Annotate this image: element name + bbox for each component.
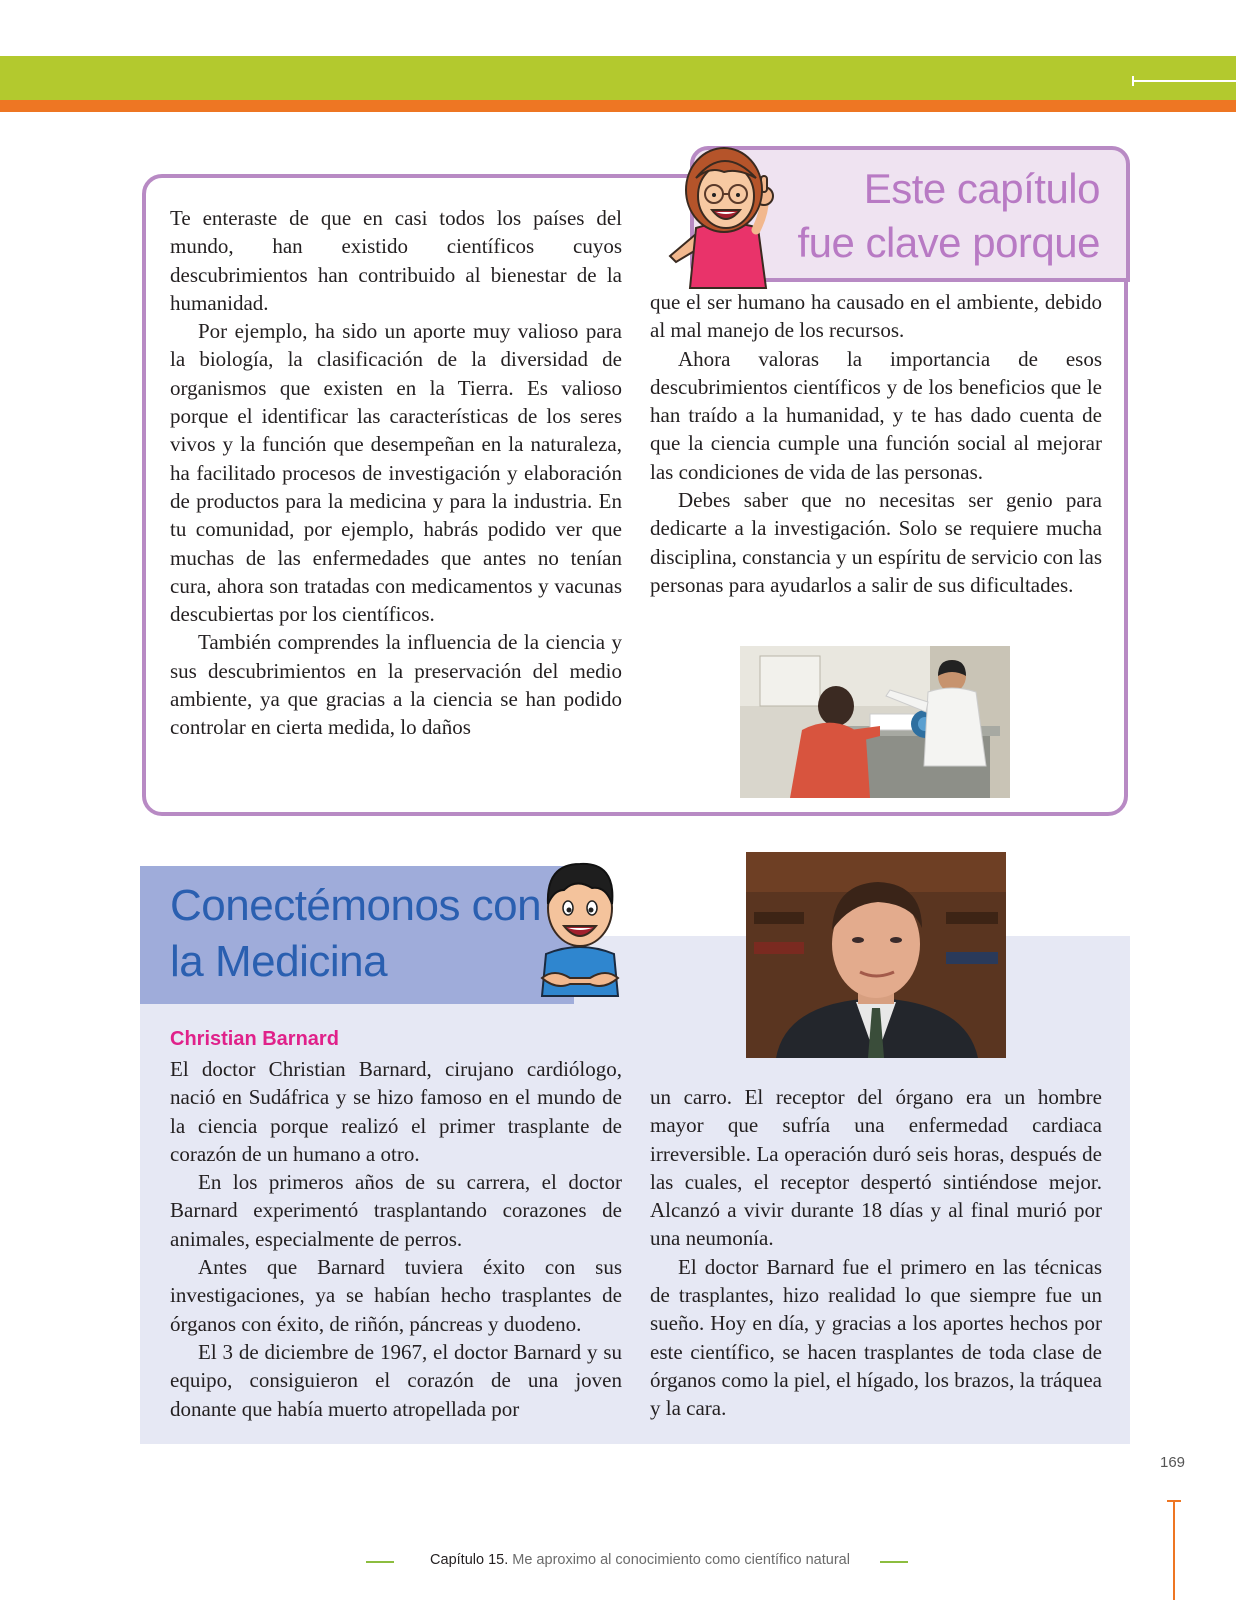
header-tick [1132,80,1236,82]
clave-right-paragraph-2: Ahora valoras la importancia de esos descubrimientos científicos y de los beneficios que le han traído a la humanidad, y te has dado cuenta de que la ciencia cumple una función social al mejorar las condiciones de vida de las personas. [650,346,1102,484]
medicina-title-line2: la Medicina [170,937,388,986]
clave-left-paragraph-3: También comprendes la influencia de la ciencia y sus descubrimientos en la preservación del medio ambiente, ya que gracias a la ciencia se han podido controlar en cierta medida, lo daños [170,630,622,740]
clave-left-paragraph-1: Te enteraste de que en casi todos los países del mundo, han existido científicos cuyos descubrimientos han contribuido al bienestar de la humanidad. [170,206,622,315]
medicina-left-paragraph-3: Antes que Barnard tuviera éxito con sus investigaciones, ya se habían hecho trasplantes de órganos con éxito, de riñón, páncreas y duodeno. [170,1255,622,1336]
clave-right-column [650,288,1102,599]
clave-right-paragraph-1: que el ser humano ha causado en el ambiente, debido al mal manejo de los recursos. [650,290,1102,343]
medicina-left-paragraph-4: El 3 de diciembre de 1967, el doctor Barnard y su equipo, consiguieron el corazón de una joven donante que había muerto atropellada por [170,1339,622,1421]
footer-line-right [880,1561,908,1563]
cartoon-girl-icon [666,138,790,290]
cartoon-boy-icon [530,850,630,1000]
subheading-christian-barnard: Christian Barnard [170,1028,339,1050]
medicina-right-paragraph-1: un carro. El receptor del órgano era un hombre mayor que sufría una enfermedad cardiaca irreversible. La operación duró seis horas, después de las cuales, el receptor despertó sintiéndose mejor. Alcanzó a vivir durante 18 días y al final murió por una neumonía. [650,1085,1102,1251]
medicina-left-column [170,1055,622,1423]
doctor-consultation-photo [740,646,1010,798]
clave-title-line2: fue clave porque [797,219,1100,266]
medicina-title-line1: Conectémonos con [170,881,542,930]
medicina-title [170,878,541,990]
footer-chapter [400,1552,880,1568]
footer-chapter-title: Me aproximo al conocimiento como científico natural [512,1552,850,1568]
clave-title-line1: Este capítulo [863,165,1100,212]
medicina-left-paragraph-1: El doctor Christian Barnard, cirujano cardiólogo, nació en Sudáfrica y se hizo famoso en el mundo de la ciencia porque realizó el primer trasplante de corazón de un humano a otro. [170,1057,622,1166]
clave-left-paragraph-2: Por ejemplo, ha sido un aporte muy valioso para la biología, la clasificación de la diversidad de organismos que existen en la Tierra. Es valioso porque el identificar las características de los seres vivos y la función que desempeñan en la naturaleza, ha facilitado procesos de investigación y elaboración de productos para la medicina y para la industria. En tu comunidad, por ejemplo, habrás podido ver que muchas de las enfermedades que antes no tenían cura, ahora son tratadas con medicamentos y vacunas descubiertas por los científicos. [170,319,622,627]
footer-line-left [366,1561,394,1563]
medicina-right-paragraph-2: El doctor Barnard fue el primero en las técnicas de trasplantes, hizo realidad lo que siempre fue un sueño. Hoy en día, y gracias a los aportes hechos por este científico, se hacen trasplantes de toda clase de órganos como la piel, el hígado, los brazos, la tráquea y la cara. [650,1254,1102,1421]
header-band-green [0,56,1236,100]
clave-right-paragraph-3: Debes saber que no necesitas ser genio para dedicarte a la investigación. Solo se requiere mucha disciplina, constancia y un espíritu de servicio con las personas para ayudarlos a salir de sus dificultades. [650,488,1102,597]
clave-left-column [170,204,622,742]
medicina-left-paragraph-2: En los primeros años de su carrera, el doctor Barnard experimentó trasplantando corazones de animales, especialmente de perros. [170,1170,622,1251]
medicina-right-column [650,1083,1102,1423]
clave-title [797,162,1100,270]
christian-barnard-portrait [746,852,1006,1058]
header-band-orange [0,100,1236,112]
page-tick [1173,1500,1175,1600]
page-number: 169 [1160,1454,1186,1471]
footer-chapter-number: Capítulo 15. [430,1552,509,1568]
